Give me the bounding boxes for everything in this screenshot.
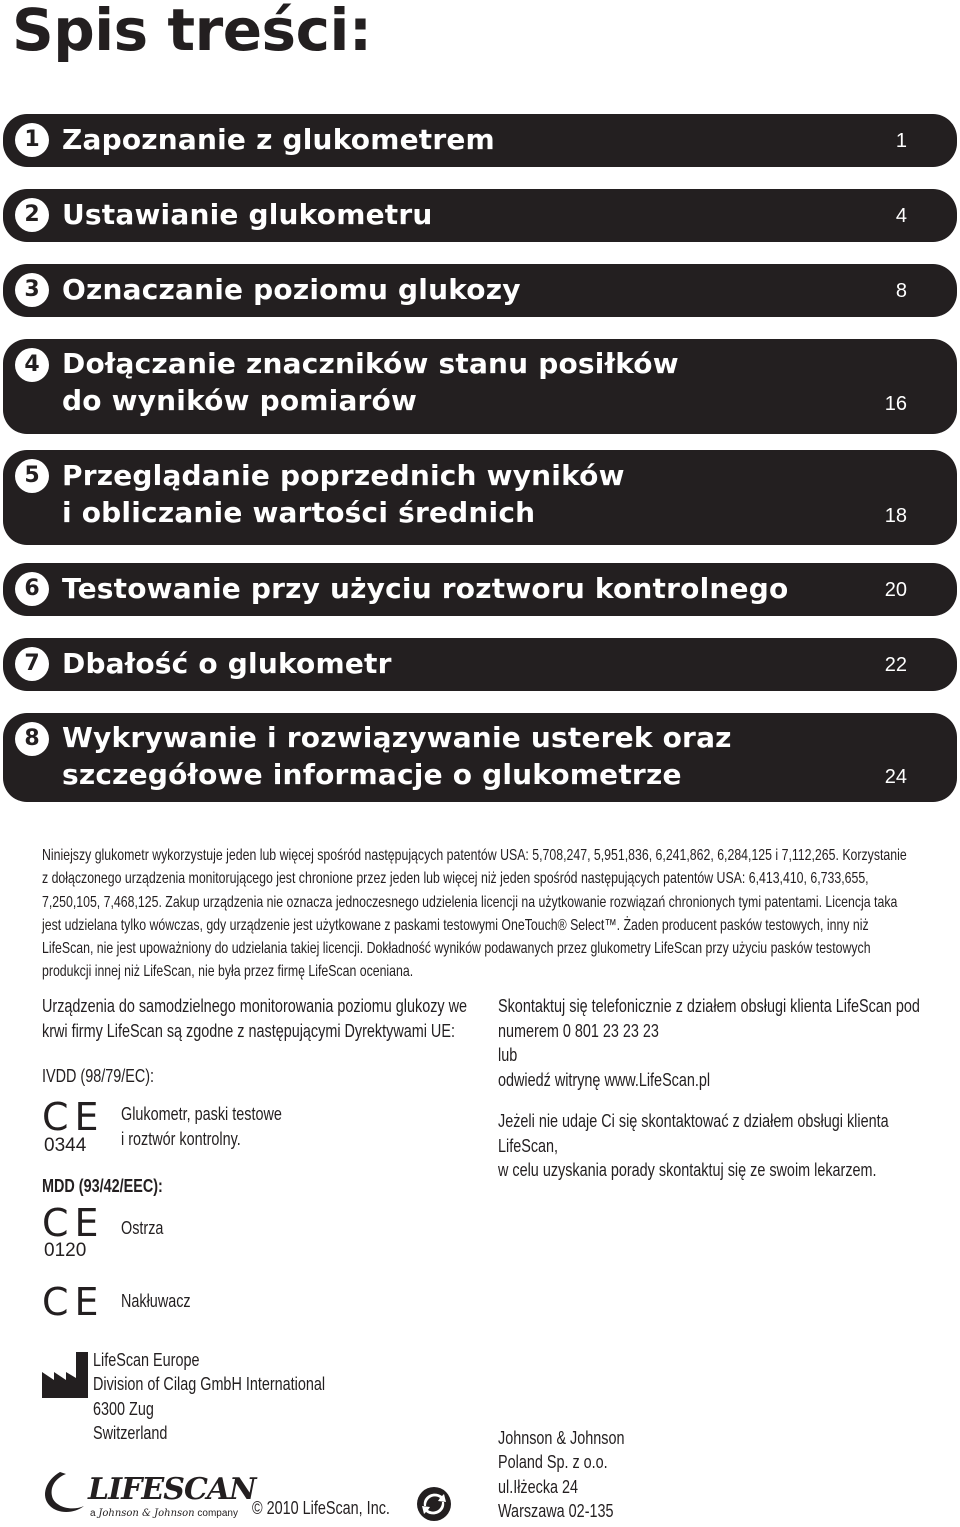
chapter-title: Wykrywanie i rozwiązywanie usterek oraz szczegółowe informacje o glukometrze [62,721,732,791]
ce-mark-icon: CE [42,1280,105,1324]
ce-mark-icon: CE [42,1201,105,1245]
toc-item-1[interactable] [3,114,957,167]
chapter-page: 4 [895,205,907,227]
toc-item-8[interactable] [3,713,957,802]
chapter-title: Testowanie przy użyciu roztworu kontrolnego [62,572,789,605]
copyright: © 2010 LifeScan, Inc. [252,1498,390,1518]
ce-number: 0120 [44,1240,87,1261]
page-title: Spis treści: [12,0,372,64]
chapter-title: Ustawianie glukometru [62,198,433,231]
chapter-page: 8 [895,280,907,302]
chapter-page: 16 [884,393,907,415]
ivdd-products: Glukometr, paski testowe i roztwór kontrolny. [121,1104,282,1149]
chapter-number: 5 [15,459,49,493]
chapter-number: 7 [15,647,49,681]
chapter-number: 4 [15,348,49,382]
distributor-address: Johnson & Johnson Poland Sp. z o.o. ul.Iłżecka 24 Warszawa 02-135 [498,1428,625,1521]
chapter-title: Dbałość o glukometr [62,647,392,680]
chapter-page: 24 [884,766,907,788]
mdd-product-lancets: Ostrza [121,1218,164,1238]
mdd-product-lancing-device: Nakłuwacz [121,1291,191,1311]
chapter-title: Dołączanie znaczników stanu posiłków do wyników pomiarów [62,347,679,417]
toc-item-5[interactable] [3,450,957,545]
chapter-number: 8 [15,722,49,756]
manufacturer-address: LifeScan Europe Division of Cilag GmbH International 6300 Zug Switzerland [93,1350,326,1443]
recycle-icon [416,1486,452,1522]
lifescan-logo [40,1466,256,1522]
toc-item-3[interactable] [3,264,957,317]
chapter-number: 1 [15,123,49,157]
patent-notice: Niniejszy glukometr wykorzystuje jeden lub więcej spośród następujących patentów USA: 5,708,247, 5,951,836, 6,241,862, 6,284,125 i 7,112,265. Korzystanie z dołączonego urządzenia monitorującego jest chronione przez jeden lub więcej niż jeden spośród następujących patentów USA: 6,413,410, 6,733,655, 7,250,105, 7,468,125. Zakup urządzenia nie oznacza jednoczesnego udzielenia licencji na użytkowanie rozwiązań chronionych tymi patentami. Licencja taka jest udzielana tylko wówczas, gdy urządzenie jest użytkowane z paskami testowymi OneTouch® Select™. Żaden producent pasków testowych, inny niż LifeScan, nie jest upoważniony do udzielania takiej licencji. Dokładność wyników podawanych przez glukometry LifeScan przy użyciu pasków testowych produkcji innej niż LifeScan, nie była przez firmę LifeScan oceniana. [42,847,907,981]
ce-number: 0344 [44,1135,87,1156]
toc-item-4[interactable] [3,339,957,434]
chapter-number: 6 [15,572,49,606]
factory-icon [42,1352,90,1398]
toc-item-6[interactable] [3,563,957,616]
chapter-page: 18 [884,505,907,527]
chapter-title: Zapoznanie z glukometrem [62,123,495,156]
ce-mark-icon: CE [42,1095,105,1139]
chapter-page: 20 [884,579,907,601]
chapter-page: 22 [884,654,907,676]
customer-contact: Skontaktuj się telefonicznie z działem obsługi klienta LifeScan pod numerem 0 801 23 23 23 lub odwiedź witrynę www.LifeScan.pl Jeżeli nie udaje Ci się skontaktować z działem obsługi klienta LifeScan, w celu uzyskania porady skontaktuj się ze swoim lekarzem. [498,996,920,1180]
chapter-title: Oznaczanie poziomu glukozy [62,273,521,306]
chapter-number: 3 [15,273,49,307]
toc-item-2[interactable] [3,189,957,242]
chapter-number: 2 [15,198,49,232]
toc-item-7[interactable] [3,638,957,691]
logo-brand: LIFESCAN [88,1472,256,1507]
chapter-title: Przeglądanie poprzednich wyników i obliczanie wartości średnich [62,459,625,529]
chapter-page: 1 [895,130,907,152]
eu-directives-intro: Urządzenia do samodzielnego monitorowania poziomu glukozy we krwi firmy LifeScan są zgodne z następującymi Dyrektywami UE: [42,996,468,1041]
mdd-label: MDD (93/42/EEC): [42,1176,163,1196]
ivdd-label: IVDD (98/79/EC): [42,1066,155,1086]
logo-tagline: a Johnson & Johnson company [90,1508,238,1519]
